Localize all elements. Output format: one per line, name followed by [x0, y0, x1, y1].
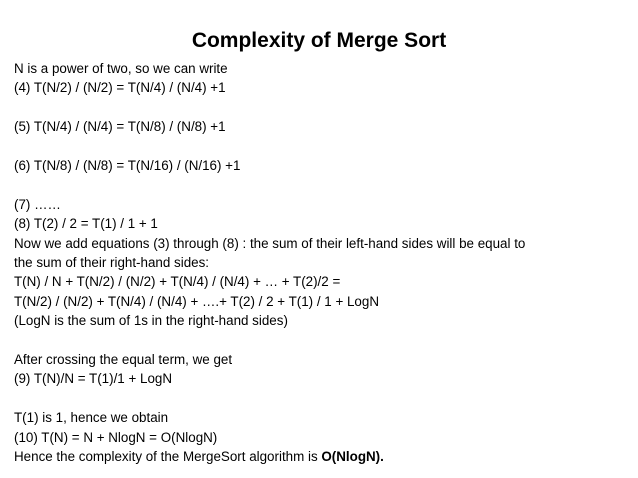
- blank-line: [14, 98, 626, 117]
- conclusion-result: O(NlogN).: [321, 449, 384, 465]
- conclusion-line: [14, 447, 626, 466]
- blank-line: [14, 137, 626, 156]
- text-line: T(1) is 1, hence we obtain: [14, 410, 169, 426]
- text-line: After crossing the equal term, we get: [14, 352, 233, 368]
- sum-right-line: T(N/2) / (N/2) + T(N/4) / (N/4) + ….+ T(2) / 2 + T(1) / 1 + LogN: [14, 293, 379, 309]
- blank-line: [14, 175, 626, 194]
- equation-9: (9) T(N)/N = T(1)/1 + LogN: [14, 371, 173, 387]
- slide-body: [14, 59, 626, 466]
- blank-line: [14, 331, 626, 350]
- equation-6: (6) T(N/8) / (N/8) = T(N/16) / (N/16) +1: [14, 158, 241, 173]
- equation-5: (5) T(N/4) / (N/4) = T(N/8) / (N/8) +1: [14, 119, 226, 135]
- blank-line: [14, 389, 626, 408]
- conclusion-text: Hence the complexity of the MergeSort algorithm is: [14, 449, 322, 465]
- text-line: the sum of their right-hand sides:: [14, 255, 210, 271]
- equation-7: (7) ……: [14, 196, 61, 212]
- text-line: (LogN is the sum of 1s in the right-hand sides): [14, 313, 288, 329]
- text-line: N is a power of two, so we can write: [14, 61, 228, 76]
- equation-10: (10) T(N) = N + NlogN = O(NlogN): [14, 429, 218, 445]
- sum-left-line: T(N) / N + T(N/2) / (N/2) + T(N/4) / (N/4) + … + T(2)/2 =: [14, 274, 341, 290]
- equation-8: (8) T(2) / 2 = T(1) / 1 + 1: [14, 216, 158, 232]
- slide-title: Complexity of Merge Sort: [191, 29, 447, 52]
- text-line: Now we add equations (3) through (8) : the sum of their left-hand sides will be equal to: [14, 235, 526, 251]
- equation-4: (4) T(N/2) / (N/2) = T(N/4) / (N/4) +1: [14, 80, 226, 96]
